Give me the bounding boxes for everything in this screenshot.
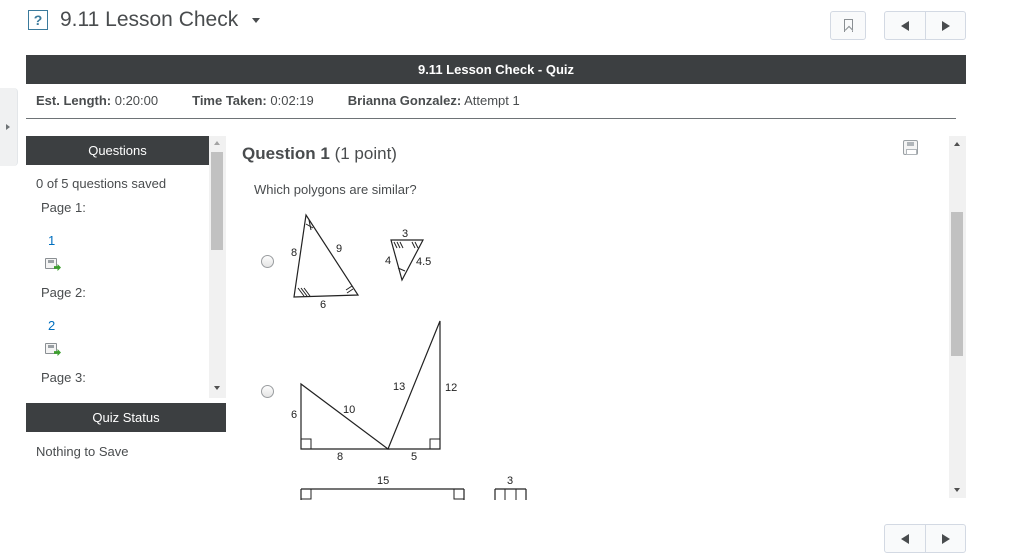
- option-3-figure: [295, 470, 535, 500]
- label-a-left: 8: [291, 247, 298, 259]
- est-length-label: Est. Length:: [36, 93, 112, 108]
- label-b-width: 3: [507, 475, 514, 487]
- label-b-left: 4: [385, 255, 392, 267]
- quiz-status-text: Nothing to Save: [36, 444, 129, 459]
- next-button[interactable]: [925, 525, 965, 552]
- time-taken-label: Time Taken:: [192, 93, 267, 108]
- label-a-base: 8: [337, 451, 344, 463]
- page-title: 9.11 Lesson Check: [60, 8, 239, 31]
- option-2-radio[interactable]: [261, 385, 274, 398]
- question-scrollbar[interactable]: [949, 136, 966, 498]
- label-a-bottom: 6: [320, 299, 327, 311]
- bookmark-button[interactable]: [830, 11, 866, 40]
- questions-header-label: Questions: [88, 143, 147, 158]
- label-b-base: 5: [411, 451, 418, 463]
- sidebar-scrollbar[interactable]: [209, 136, 226, 398]
- label-a-hyp: 10: [343, 404, 356, 416]
- question-icon: ?: [28, 10, 48, 30]
- quiz-status-label: Quiz Status: [92, 410, 160, 425]
- divider: [26, 118, 956, 119]
- question-number: Question 1: [242, 144, 330, 163]
- right-arrow-icon: [942, 534, 950, 544]
- label-a-right: 9: [336, 243, 343, 255]
- sidebar-scroll-thumb[interactable]: [211, 152, 223, 250]
- saved-status: 0 of 5 questions saved: [36, 176, 167, 191]
- label-a-height: 6: [291, 409, 298, 421]
- bottom-navigation: [884, 524, 966, 553]
- expand-arrow-icon: [6, 124, 10, 130]
- page-2-label: Page 2:: [41, 285, 86, 300]
- quiz-info: [36, 93, 554, 111]
- question-scroll-thumb[interactable]: [951, 212, 963, 356]
- sidebar-toggle[interactable]: [0, 88, 18, 166]
- user-name: Brianna Gonzalez:: [347, 93, 462, 108]
- question-1-link[interactable]: 1: [48, 233, 56, 248]
- est-length-value: 0:20:00: [114, 93, 159, 108]
- question-title: [242, 144, 397, 164]
- quiz-status-header: [26, 403, 226, 432]
- label-a-width: 15: [377, 475, 390, 487]
- unsaved-icon: [45, 258, 61, 272]
- top-navigation: [884, 11, 966, 40]
- title-dropdown-icon[interactable]: [252, 18, 260, 23]
- option-1-radio[interactable]: [261, 255, 274, 268]
- time-taken: [192, 93, 314, 111]
- question-prompt: Which polygons are similar?: [254, 182, 417, 197]
- question-2-link[interactable]: 2: [48, 318, 56, 333]
- left-arrow-icon: [901, 534, 909, 544]
- page-1-label: Page 1:: [41, 200, 86, 215]
- unsaved-icon: [45, 343, 61, 357]
- quiz-title-bar: [26, 55, 966, 84]
- bookmark-icon: [844, 19, 853, 32]
- page-header: [28, 6, 260, 34]
- label-b-top: 3: [402, 228, 409, 240]
- attempt-info: [348, 93, 520, 111]
- scroll-up-icon[interactable]: [214, 141, 220, 145]
- option-1-figure: [280, 210, 450, 315]
- questions-header: [26, 136, 209, 165]
- est-length: [36, 93, 158, 111]
- left-arrow-icon: [901, 21, 909, 31]
- time-taken-value: 0:02:19: [270, 93, 314, 108]
- question-points: (1 point): [334, 144, 397, 163]
- scroll-down-icon[interactable]: [214, 386, 220, 390]
- right-arrow-icon: [942, 21, 950, 31]
- previous-button[interactable]: [885, 12, 925, 39]
- scroll-up-icon[interactable]: [954, 142, 960, 146]
- previous-button[interactable]: [885, 525, 925, 552]
- option-2-figure: [285, 318, 475, 468]
- attempt-value: Attempt 1: [464, 93, 520, 108]
- page-3-label: Page 3:: [41, 370, 86, 385]
- label-b-hyp: 13: [393, 381, 406, 393]
- label-b-height: 12: [445, 382, 458, 394]
- save-icon[interactable]: [903, 140, 918, 155]
- next-button[interactable]: [925, 12, 965, 39]
- scroll-down-icon[interactable]: [954, 488, 960, 492]
- label-b-right: 4.5: [416, 256, 432, 268]
- quiz-title: 9.11 Lesson Check - Quiz: [417, 62, 575, 77]
